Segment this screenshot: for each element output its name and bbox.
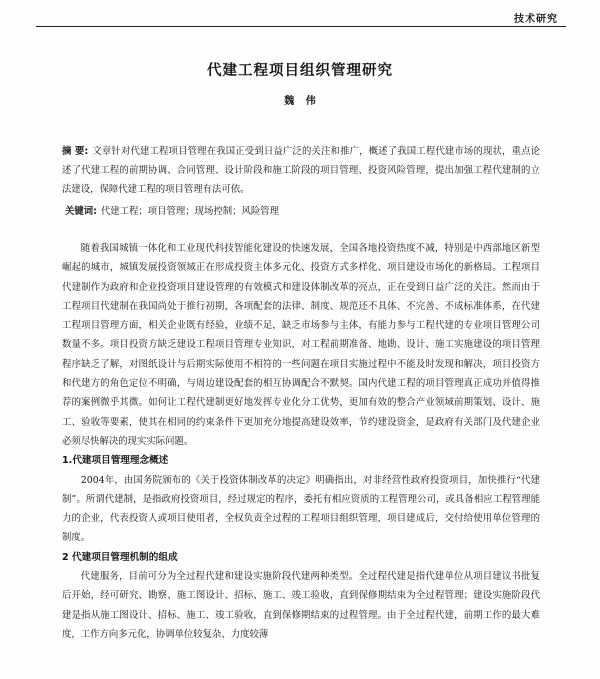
article-title: 代建工程项目组织管理研究 <box>207 63 393 79</box>
article-body <box>62 239 540 644</box>
section-heading: 1.代建项目管理理念概述 <box>62 455 169 467</box>
article-author: 魏 伟 <box>284 96 316 107</box>
section-paragraph: 代建服务，目前可分为全过程代建和建设实施阶段代建两种类型。全过程代建是指代建单位从项目建议书批复后开始，经可研究、勘察、施工图设计、招标、施工、竣工验收，直到保修期结束为全过程管理；建设实施阶段代建是指从施工图设计、招标、施工、竣工验收，直到保修期结束的过程管理。由于全过程代建，前期工作的最大难度，工作方向多元化，协调单位较复杂、力度较薄 <box>62 571 540 640</box>
abstract-label: 摘 要: <box>62 146 89 157</box>
keywords-text: 代建工程；项目管理；现场控制；风险管理 <box>100 206 280 217</box>
abstract-text: 文章针对代建工程项目管理在我国正受到日益广泛的关注和推广，概述了我国工程代建市场的现状，重点论述了代建工程的前期协调、合同管理、设计阶段和施工阶段的项目管理、投资风险管理，提出加强工程代建制的立法建设，保障代建工程的项目管理有法可依。 <box>62 146 540 195</box>
keywords <box>65 204 543 220</box>
intro-paragraph: 随着我国城镇一体化和工业现代科技智能化建设的快速发展，全国各地投资热度不减，特别是中西部地区新型崛起的城市，城镇发展投资领域正在形成投资主体多元化、投资方式多样化、项目建设市场化的新格局。工程项目代建制作为政府和企业投资项目建设管理的有效模式和建设体制改革的亮点，正在受到日益广泛的关注。然而由于工程项目代建制在我国尚处于推行初期，各项配套的法律、制度、规范还不具体、不完善、不成标准体系，在代建工程项目管理方面，相关企业既有经验，业绩不足，缺乏市场参与主体，有能力参与工程代建的专业项目管理公司数量不多。项目投资方缺乏建设工程项目管理专业知识，对工程前期准备、地勘、设计、施工实施建设的项目管理程序缺乏了解，对图纸设计与后期实际使用不相符的一些问题在项目实施过程中不能及时发现和解决，项目投资方和代建方的角色定位不明确，与周边建设配套的相互协调配合不默契。国内代建工程的项目管理真正成功并值得推荐的案例微乎其微。如何让工程代建制更好地发挥专业化分工优势，更加有效的整合产业领域前期策划、设计、施工、验收等要素，使其在相同的约束条件下更加充分地提高建设效率，节约建设资金，是政府有关部门及代建企业必须尽快解决的现实实际问题。 <box>62 243 540 447</box>
header-rule <box>36 26 566 27</box>
section-paragraph: 2004年，由国务院颁布的《关于投资体制改革的决定》明确指出，对非经营性政府投资项目，加快推行“代建制”。所谓代建制，是指政府投资项目，经过规定的程序，委托有相应资质的工程管理公司，或具备相应工程管理能力的企业，代表投资人或项目使用者，全权负责全过程的工程项目组织管理，项目建成后，交付给使用单位管理的制度。 <box>62 474 540 544</box>
section-tag: 技术研究 <box>514 14 558 25</box>
section-heading: 2 代建项目管理机制的组成 <box>62 551 178 563</box>
keywords-label: 关键词: <box>65 206 97 217</box>
abstract <box>62 142 540 199</box>
